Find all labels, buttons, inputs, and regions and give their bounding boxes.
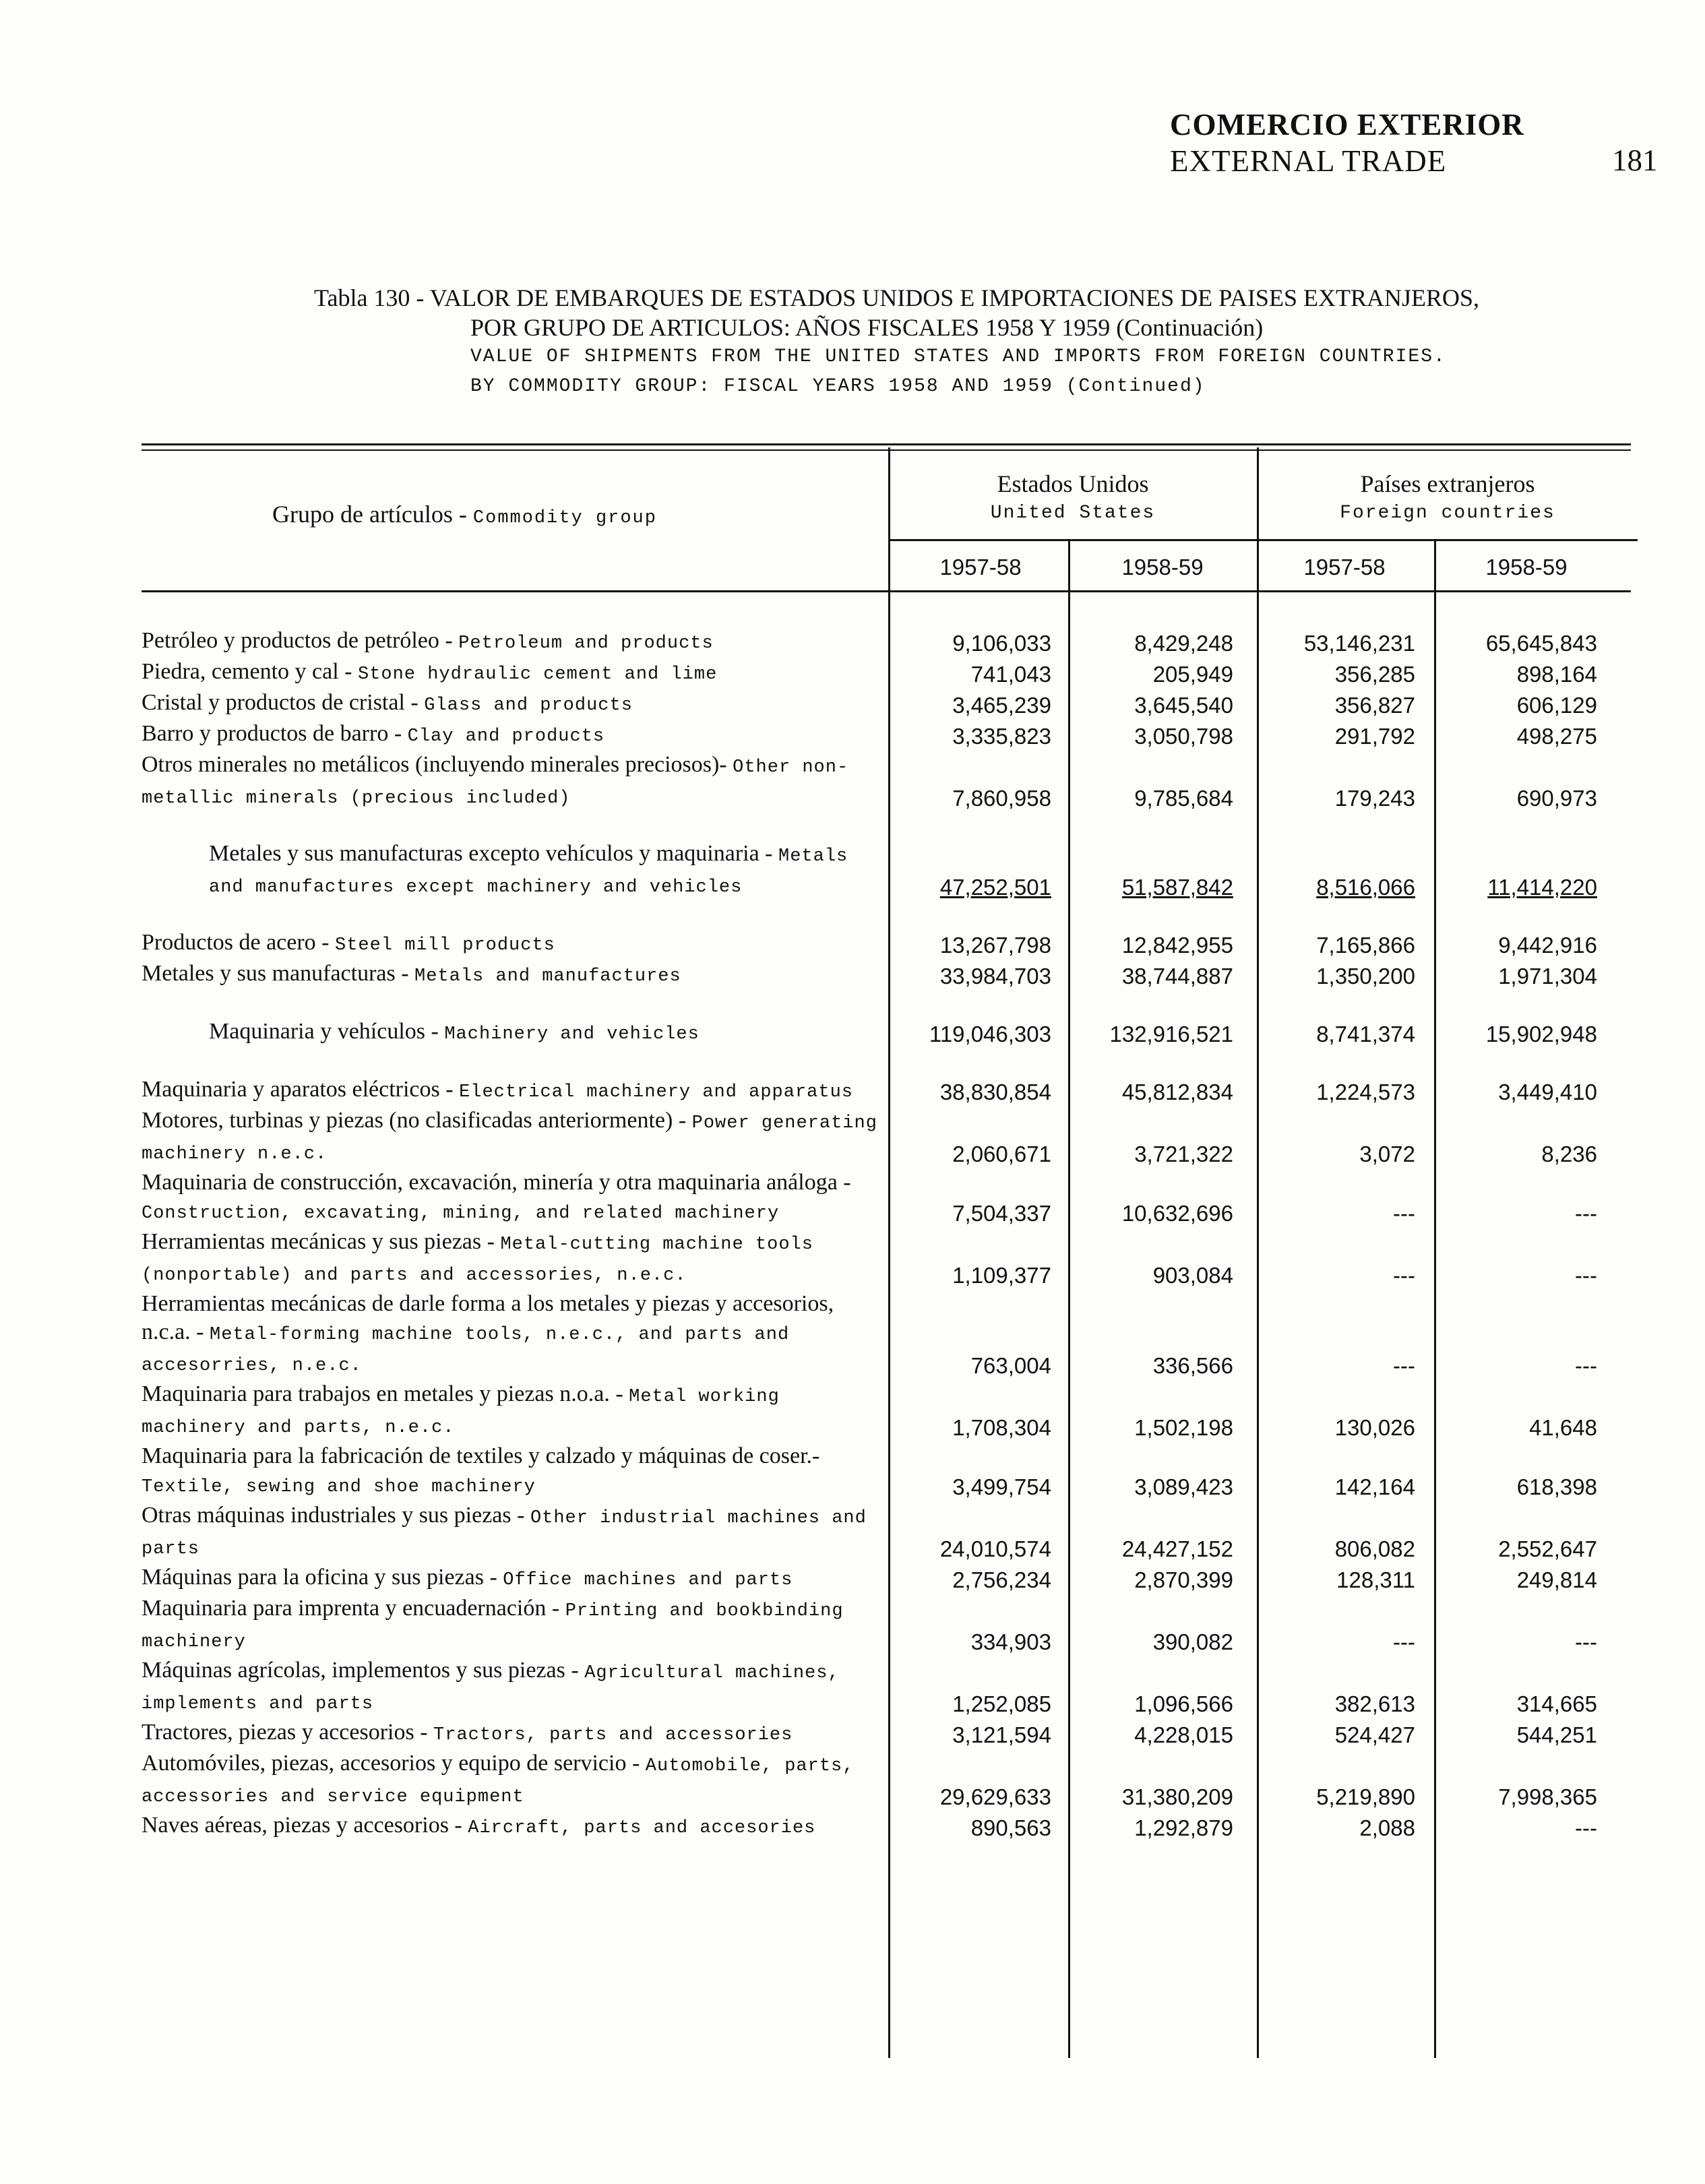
title-en-line2: BY COMMODITY GROUP: FISCAL YEARS 1958 AND 1959 (Continued) <box>470 376 1206 397</box>
row-label-es: Barro y productos de barro - <box>142 721 402 746</box>
row-label-en: Agricultural machines, implements and parts <box>142 1663 840 1714</box>
table-row <box>142 720 1638 751</box>
cell-foreign-1957: 8,741,374 <box>1316 1022 1415 1047</box>
row-label-es: Maquinaria y vehículos - <box>209 1019 439 1044</box>
foreign-header-es: Países extranjeros <box>1360 470 1535 497</box>
cell-us-1958: 1,292,879 <box>1134 1815 1233 1840</box>
page-header <box>1170 106 1524 179</box>
row-label-es: Productos de acero - <box>142 930 330 955</box>
cell-foreign-1957: 179,243 <box>1334 786 1415 811</box>
cell-us-1958: 10,632,696 <box>1121 1201 1233 1226</box>
table-body <box>142 627 1638 1842</box>
cell-foreign-1957: --- <box>1393 1263 1415 1288</box>
subtotal-row <box>142 840 1638 902</box>
table-row <box>142 1811 1638 1842</box>
table-row <box>142 1563 1638 1594</box>
page-number: 181 <box>1612 144 1658 177</box>
cell-us-1957: 1,109,377 <box>952 1263 1051 1288</box>
cell-foreign-1958: 249,814 <box>1516 1567 1597 1592</box>
cell-us-1958: 390,082 <box>1152 1629 1233 1654</box>
cell-us-1958: 3,721,322 <box>1134 1142 1233 1166</box>
cell-foreign-1958: 8,236 <box>1541 1142 1597 1166</box>
cell-foreign-1958: 498,275 <box>1516 724 1597 749</box>
row-label-en: Office machines and parts <box>503 1570 793 1590</box>
table-row <box>142 1594 1638 1656</box>
cell-foreign-1958: 606,129 <box>1516 693 1597 718</box>
cell-foreign-1958: 65,645,843 <box>1485 631 1597 656</box>
row-label-es: Herramientas mecánicas y sus piezas - <box>142 1229 495 1254</box>
row-label-en: Glass and products <box>424 695 633 716</box>
us-header-en: United States <box>990 503 1156 524</box>
cell-foreign-1957: 356,827 <box>1334 693 1415 718</box>
cell-foreign-1957: --- <box>1393 1201 1415 1226</box>
cell-foreign-1958: --- <box>1575 1815 1597 1840</box>
cell-us-1958: 1,096,566 <box>1134 1691 1233 1716</box>
cell-foreign-1958: --- <box>1575 1201 1597 1226</box>
cell-foreign-1958: --- <box>1575 1353 1597 1378</box>
row-label-es: Piedra, cemento y cal - <box>142 659 352 684</box>
cell-foreign-1958: 2,552,647 <box>1498 1536 1597 1561</box>
cell-foreign-1957: 128,311 <box>1336 1567 1415 1592</box>
cell-us-1958: 1,502,198 <box>1134 1415 1233 1440</box>
table-row <box>142 689 1638 720</box>
row-label-es: Metales y sus manufacturas excepto vehículos y maquinaria - <box>209 841 773 866</box>
row-label-en: Machinery and vehicles <box>444 1024 700 1044</box>
row-label-es: Maquinaria para trabajos en metales y piezas n.o.a. - <box>142 1381 623 1406</box>
table-row <box>142 1718 1638 1749</box>
row-label-en: Metal-cutting machine tools (nonportable) and parts and accessories, n.e.c. <box>142 1235 813 1286</box>
cell-foreign-1957: 53,146,231 <box>1303 631 1415 656</box>
row-label-en: Other non-metallic minerals (precious included) <box>142 757 849 809</box>
row-label-es: Maquinaria y aparatos eléctricos - <box>142 1077 454 1102</box>
cell-foreign-1957: 8,516,066 <box>1316 875 1415 900</box>
cell-foreign-1957: 142,164 <box>1334 1474 1415 1499</box>
row-label-es: Metales y sus manufacturas - <box>142 961 409 986</box>
row-label-es: Motores, turbinas y piezas (no clasificadas anteriormente) - <box>142 1108 687 1133</box>
table-row <box>142 1168 1638 1228</box>
row-label-es: Automóviles, piezas, accesorios y equipo de servicio - <box>142 1751 640 1776</box>
header-title-es: COMERCIO EXTERIOR <box>1170 108 1524 142</box>
row-label-es: Otros minerales no metálicos (incluyendo minerales preciosos)- <box>142 752 727 777</box>
header-title-en: EXTERNAL TRADE <box>1170 144 1447 178</box>
title-es-line1: Tabla 130 - VALOR DE EMBARQUES DE ESTADOS UNIDOS E IMPORTACIONES DE PAISES EXTRANJEROS, <box>314 284 1479 311</box>
table-row <box>142 1075 1638 1106</box>
cell-us-1957: 2,756,234 <box>952 1567 1051 1592</box>
us-header-es: Estados Unidos <box>997 470 1149 497</box>
cell-us-1958: 132,916,521 <box>1109 1022 1233 1047</box>
row-label-en: Stone hydraulic cement and lime <box>357 664 718 685</box>
cell-us-1958: 12,842,955 <box>1121 933 1233 958</box>
row-label-es: Otras máquinas industriales y sus piezas - <box>142 1503 525 1528</box>
row-label-es: Máquinas para la oficina y sus piezas - <box>142 1565 497 1590</box>
commodity-group-en: Commodity group <box>472 508 657 528</box>
cell-foreign-1958: --- <box>1575 1263 1597 1288</box>
cell-foreign-1957: 356,285 <box>1334 662 1415 687</box>
cell-foreign-1957: 291,792 <box>1334 724 1415 749</box>
row-label-en: Metals and manufactures <box>414 966 681 987</box>
cell-foreign-1957: 3,072 <box>1359 1142 1415 1166</box>
cell-us-1957: 1,708,304 <box>952 1415 1051 1440</box>
cell-us-1957: 7,860,958 <box>952 786 1051 811</box>
cell-foreign-1957: 1,224,573 <box>1316 1080 1415 1104</box>
cell-foreign-1957: 524,427 <box>1334 1722 1415 1747</box>
cell-foreign-1958: 11,414,220 <box>1487 875 1597 900</box>
table-row <box>142 1656 1638 1718</box>
title-es-line2: POR GRUPO DE ARTICULOS: AÑOS FISCALES 1958 Y 1959 (Continuación) <box>470 314 1264 341</box>
cell-foreign-1957: --- <box>1393 1629 1415 1654</box>
table-row <box>142 627 1638 658</box>
cell-us-1957: 29,629,633 <box>939 1784 1051 1809</box>
row-label-en: Metals and manufactures except machinery and vehicles <box>209 846 848 898</box>
cell-us-1957: 890,563 <box>970 1815 1051 1840</box>
row-label-en: Metal-forming machine tools, n.e.c., and parts and accesorries, n.e.c. <box>142 1325 790 1376</box>
table-row <box>142 1749 1638 1811</box>
cell-foreign-1958: 314,665 <box>1516 1691 1597 1716</box>
row-label-en: Automobile, parts, accessories and service equipment <box>142 1756 855 1807</box>
row-label-en: Clay and products <box>407 726 605 747</box>
cell-us-1957: 3,499,754 <box>952 1474 1051 1499</box>
header-bottom-rule <box>142 590 1631 592</box>
cell-us-1958: 9,785,684 <box>1134 786 1233 811</box>
row-label-es: Máquinas agrícolas, implementos y sus piezas - <box>142 1658 579 1683</box>
row-label-en: Electrical machinery and apparatus <box>459 1082 853 1102</box>
cell-us-1957: 47,252,501 <box>939 875 1051 900</box>
title-en-line1: VALUE OF SHIPMENTS FROM THE UNITED STATES AND IMPORTS FROM FOREIGN COUNTRIES. <box>470 346 1446 367</box>
cell-foreign-1957: 2,088 <box>1359 1815 1415 1840</box>
cell-us-1958: 903,084 <box>1152 1263 1233 1288</box>
cell-us-1957: 119,046,303 <box>929 1022 1051 1047</box>
row-label-en: Metal working machinery and parts, n.e.c. <box>142 1387 780 1438</box>
cell-foreign-1958: 41,648 <box>1529 1415 1597 1440</box>
cell-us-1957: 2,060,671 <box>952 1142 1051 1166</box>
table-row <box>142 1501 1638 1563</box>
cell-foreign-1958: 898,164 <box>1516 662 1597 687</box>
row-label-en: Petroleum and products <box>458 633 714 654</box>
cell-us-1958: 51,587,842 <box>1121 875 1233 900</box>
row-label-es: Tractores, piezas y accesorios - <box>142 1720 428 1745</box>
cell-us-1957: 9,106,033 <box>952 631 1051 656</box>
cell-us-1957: 3,121,594 <box>952 1722 1051 1747</box>
table-row <box>142 1106 1638 1168</box>
row-label-es: Maquinaria para imprenta y encuadernación - <box>142 1596 560 1621</box>
table-row <box>142 751 1638 813</box>
cell-us-1958: 3,645,540 <box>1134 693 1233 718</box>
cell-foreign-1958: 690,973 <box>1516 786 1597 811</box>
cell-us-1957: 741,043 <box>970 662 1051 687</box>
table-row <box>142 1290 1638 1380</box>
cell-us-1958: 3,050,798 <box>1134 724 1233 749</box>
commodity-group-es: Grupo de artículos - <box>272 501 467 528</box>
cell-us-1957: 3,465,239 <box>952 693 1051 718</box>
top-rule-double <box>142 449 1631 451</box>
row-label-en: Printing and bookbinding machinery <box>142 1601 844 1652</box>
cell-us-1958: 8,429,248 <box>1134 631 1233 656</box>
commodity-group-header <box>272 500 657 528</box>
cell-us-1958: 38,744,887 <box>1121 964 1233 989</box>
cell-us-1957: 13,267,798 <box>939 933 1051 958</box>
subheader-rule <box>890 539 1638 541</box>
cell-us-1957: 38,830,854 <box>939 1080 1051 1104</box>
row-label-en: Steel mill products <box>335 935 555 956</box>
row-label-es: Herramientas mecánicas de darle forma a los metales y piezas y accesorios, n.c.a. - <box>142 1291 834 1344</box>
cell-foreign-1957: 806,082 <box>1334 1536 1415 1561</box>
cell-us-1958: 336,566 <box>1152 1353 1233 1378</box>
cell-us-1958: 45,812,834 <box>1121 1080 1233 1104</box>
row-label-en: Textile, sewing and shoe machinery <box>142 1477 536 1497</box>
cell-foreign-1958: 544,251 <box>1516 1722 1597 1747</box>
cell-foreign-1958: 1,971,304 <box>1498 964 1597 989</box>
row-label-en: Tractors, parts and accessories <box>433 1725 793 1745</box>
us-header <box>891 469 1255 528</box>
cell-foreign-1957: 5,219,890 <box>1316 1784 1415 1809</box>
row-label-es: Maquinaria de construcción, excavación, minería y otra maquinaria análoga - <box>142 1170 851 1195</box>
year-us-1957: 1957-58 <box>939 555 1022 580</box>
cell-us-1958: 4,228,015 <box>1134 1722 1233 1747</box>
year-us-1958: 1958-59 <box>1121 555 1204 580</box>
table-row <box>142 1442 1638 1501</box>
cell-us-1957: 334,903 <box>970 1629 1051 1654</box>
row-label-en: Other industrial machines and parts <box>142 1508 867 1559</box>
cell-foreign-1958: 618,398 <box>1516 1474 1597 1499</box>
cell-foreign-1958: 7,998,365 <box>1498 1784 1597 1809</box>
year-foreign-1957: 1957-58 <box>1303 555 1386 580</box>
cell-us-1957: 1,252,085 <box>952 1691 1051 1716</box>
cell-foreign-1958: --- <box>1575 1629 1597 1654</box>
row-label-es: Naves aéreas, piezas y accesorios - <box>142 1813 462 1838</box>
subtotal-row <box>142 1018 1638 1049</box>
foreign-header-en: Foreign countries <box>1340 503 1555 524</box>
cell-us-1958: 31,380,209 <box>1121 1784 1233 1809</box>
cell-foreign-1958: 15,902,948 <box>1485 1022 1597 1047</box>
top-rule <box>142 443 1631 445</box>
table-title <box>314 283 1479 402</box>
cell-us-1958: 205,949 <box>1152 662 1233 687</box>
table-row <box>142 929 1638 960</box>
cell-foreign-1957: 382,613 <box>1334 1691 1415 1716</box>
table-row <box>142 658 1638 689</box>
cell-us-1958: 3,089,423 <box>1134 1474 1233 1499</box>
row-label-en: Aircraft, parts and accesories <box>468 1818 816 1838</box>
row-label-es: Cristal y productos de cristal - <box>142 690 418 715</box>
cell-foreign-1957: --- <box>1393 1353 1415 1378</box>
table-row <box>142 960 1638 991</box>
cell-us-1957: 763,004 <box>970 1353 1051 1378</box>
cell-foreign-1957: 130,026 <box>1334 1415 1415 1440</box>
row-label-en: Construction, excavating, mining, and related machinery <box>142 1204 780 1224</box>
row-label-en: Power generating machinery n.e.c. <box>142 1113 877 1164</box>
row-label-es: Maquinaria para la fabricación de textiles y calzado y máquinas de coser.- <box>142 1443 820 1468</box>
row-label-es: Petróleo y productos de petróleo - <box>142 628 453 653</box>
cell-us-1958: 2,870,399 <box>1134 1567 1233 1592</box>
cell-us-1957: 7,504,337 <box>952 1201 1051 1226</box>
foreign-header <box>1259 469 1636 528</box>
cell-foreign-1957: 1,350,200 <box>1316 964 1415 989</box>
cell-foreign-1957: 7,165,866 <box>1316 933 1415 958</box>
cell-foreign-1958: 9,442,916 <box>1498 933 1597 958</box>
table-row <box>142 1228 1638 1290</box>
cell-us-1958: 24,427,152 <box>1121 1536 1233 1561</box>
cell-us-1957: 24,010,574 <box>939 1536 1051 1561</box>
cell-us-1957: 33,984,703 <box>939 964 1051 989</box>
cell-foreign-1958: 3,449,410 <box>1498 1080 1597 1104</box>
cell-us-1957: 3,335,823 <box>952 724 1051 749</box>
year-foreign-1958: 1958-59 <box>1485 555 1568 580</box>
table-row <box>142 1380 1638 1442</box>
